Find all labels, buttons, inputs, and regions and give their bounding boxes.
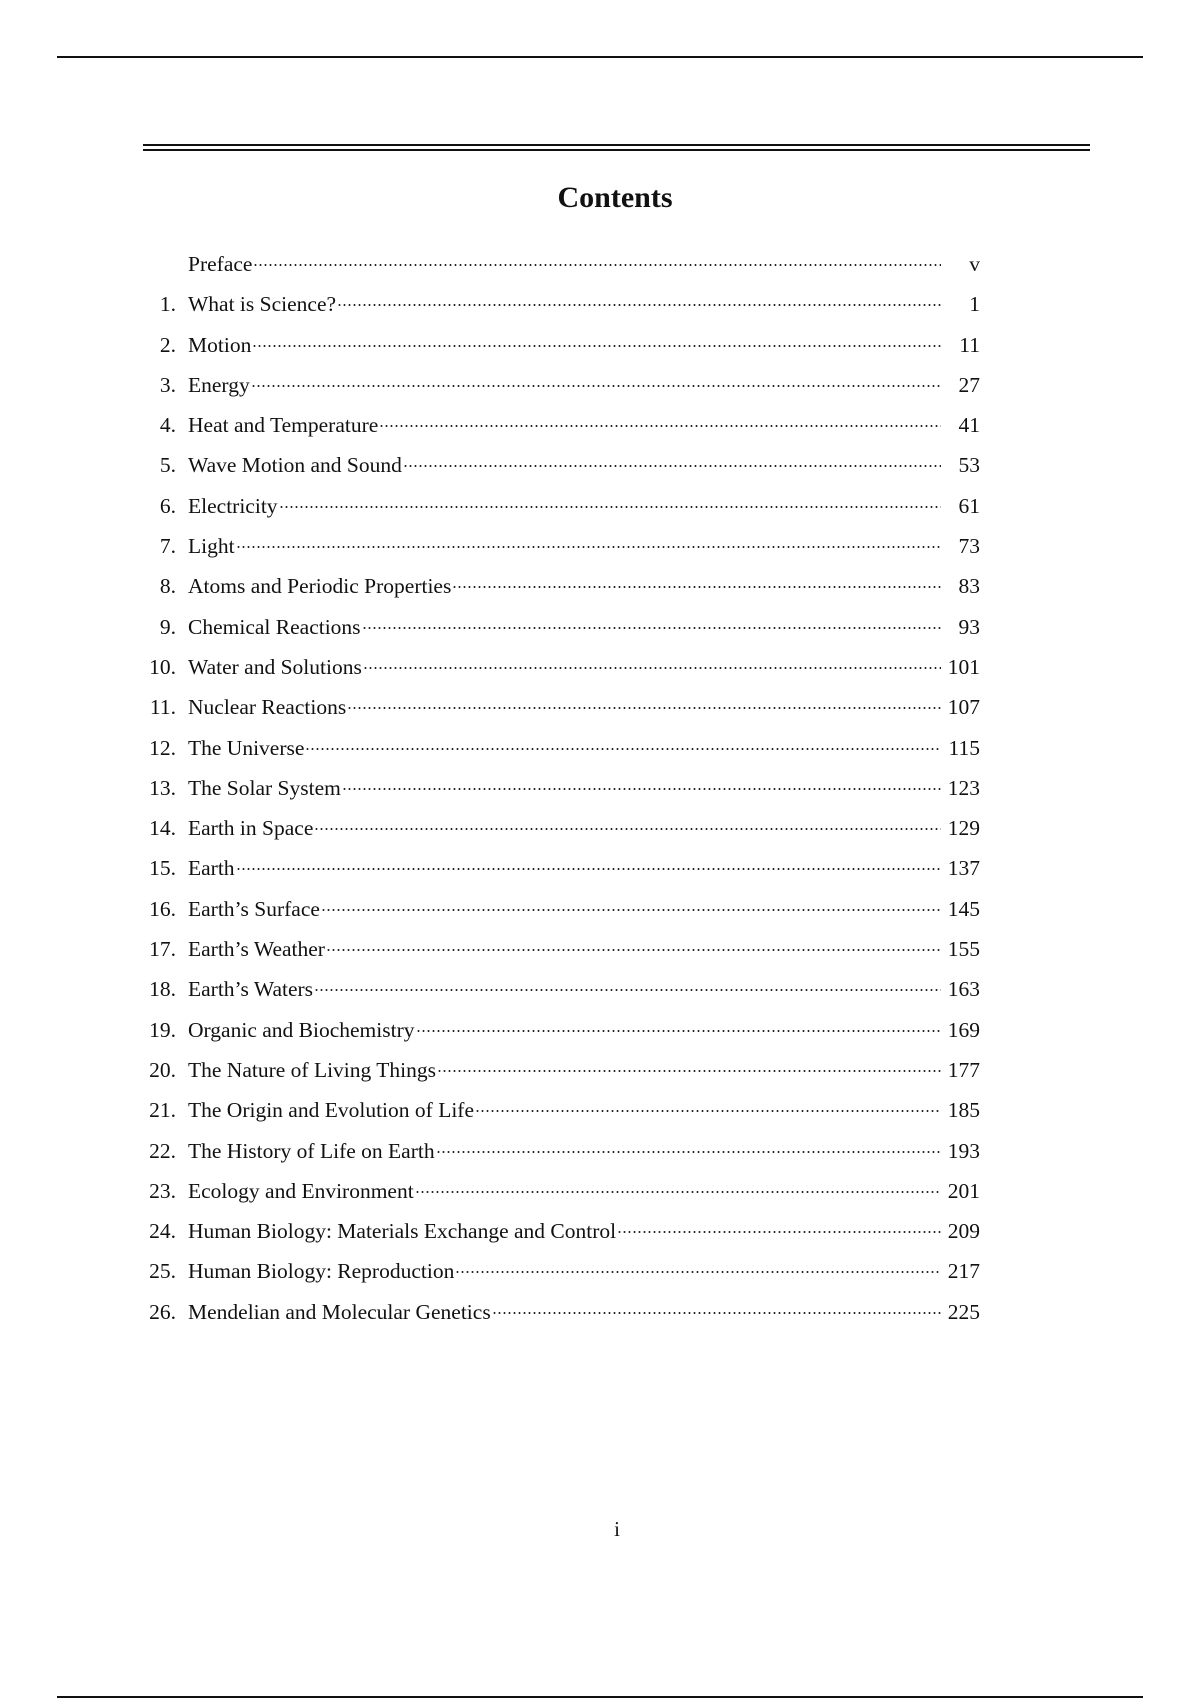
toc-dot-leader — [236, 545, 941, 549]
toc-entry[interactable] — [140, 1251, 980, 1291]
page-number: i — [614, 1517, 620, 1541]
toc-entry[interactable] — [140, 848, 980, 888]
toc-entry-page: 177 — [947, 1057, 980, 1082]
toc-entry-page: 73 — [958, 534, 980, 559]
toc-dot-leader — [252, 344, 941, 348]
toc-entry-number: 14. — [149, 816, 176, 841]
toc-dot-leader — [492, 1311, 941, 1315]
toc-entry-number: 22. — [149, 1138, 176, 1163]
toc-entry-title: Nuclear Reactions — [188, 695, 347, 720]
toc-entry-title: Earth’s Surface — [188, 896, 320, 921]
toc-entry-title: The Solar System — [188, 775, 341, 800]
toc-entry[interactable] — [140, 244, 980, 284]
toc-dot-leader — [314, 988, 941, 992]
toc-entry-number: 23. — [149, 1178, 176, 1203]
toc-entry-page: 83 — [958, 574, 980, 599]
toc-dot-leader — [436, 1150, 941, 1154]
toc-entry-page: 155 — [947, 937, 980, 962]
toc-entry[interactable] — [140, 1292, 980, 1332]
toc-entry-title: The Universe — [188, 735, 305, 760]
toc-entry[interactable] — [140, 1090, 980, 1130]
toc-entry[interactable] — [140, 405, 980, 445]
toc-entry[interactable] — [140, 1010, 980, 1050]
toc-entry-number: 11. — [149, 695, 176, 720]
toc-entry-page: 101 — [947, 654, 980, 679]
toc-entry-number: 25. — [149, 1259, 176, 1284]
toc-entry[interactable] — [140, 728, 980, 768]
toc-entry-title: Preface — [188, 252, 253, 276]
toc-entry-title: Earth — [188, 856, 235, 881]
toc-entry-page: 201 — [947, 1178, 980, 1203]
toc-entry-number: 18. — [149, 977, 176, 1002]
toc-entry[interactable] — [140, 486, 980, 526]
toc-entry-title: Chemical Reactions — [188, 614, 361, 639]
header-double-rule — [143, 144, 1090, 151]
toc-entry-title: The Nature of Living Things — [188, 1057, 436, 1082]
toc-entry-number: 19. — [149, 1017, 176, 1042]
toc-entry-page: 185 — [947, 1098, 980, 1123]
toc-entry[interactable] — [140, 365, 980, 405]
toc-entry-page: 137 — [947, 856, 980, 881]
toc-dot-leader — [321, 908, 941, 912]
top-border-rule — [57, 56, 1143, 58]
toc-entry-title: Earth’s Weather — [188, 937, 325, 962]
toc-entry-page: 193 — [947, 1138, 980, 1163]
toc-dot-leader — [236, 867, 941, 871]
toc-entry-page: 163 — [947, 977, 980, 1002]
toc-dot-leader — [617, 1230, 941, 1234]
toc-dot-leader — [253, 263, 941, 267]
toc-entry-title: Atoms and Periodic Properties — [188, 574, 452, 599]
toc-dot-leader — [452, 585, 941, 589]
toc-entry-page: 61 — [958, 493, 980, 518]
toc-dot-leader — [314, 827, 941, 831]
toc-entry[interactable] — [140, 929, 980, 969]
bottom-border-rule — [57, 1696, 1143, 1698]
toc-entry-number: 7. — [159, 534, 176, 559]
toc-entry-number: 20. — [149, 1057, 176, 1082]
toc-entry-number: 13. — [149, 775, 176, 800]
toc-dot-leader — [455, 1270, 941, 1274]
toc-entry-number: 4. — [159, 413, 176, 438]
toc-entry-title: The Origin and Evolution of Life — [188, 1098, 474, 1123]
toc-dot-leader — [362, 626, 941, 630]
toc-entry-page: 11 — [959, 332, 980, 357]
toc-entry-page: 27 — [958, 372, 980, 397]
toc-dot-leader — [337, 303, 941, 307]
toc-entry-number: 1. — [159, 292, 176, 317]
toc-entry-page: 123 — [947, 775, 980, 800]
toc-entry-page: 41 — [958, 413, 980, 438]
toc-entry-number: 10. — [149, 654, 176, 679]
toc-entry-number: 8. — [159, 574, 176, 599]
toc-entry[interactable] — [140, 687, 980, 727]
toc-entry-title: The History of Life on Earth — [188, 1138, 435, 1163]
toc-entry-number: 5. — [159, 453, 176, 478]
toc-entry-page: 115 — [948, 735, 980, 760]
toc-entry-page: 1 — [969, 292, 980, 317]
toc-entry-title: Mendelian and Molecular Genetics — [188, 1299, 491, 1324]
toc-entry[interactable] — [140, 1131, 980, 1171]
toc-entry-title: Organic and Biochemistry — [188, 1017, 415, 1042]
toc-dot-leader — [403, 464, 941, 468]
toc-entry-number: 12. — [149, 735, 176, 760]
toc-entry-number: 2. — [159, 332, 176, 357]
toc-entry-page: 217 — [947, 1259, 980, 1284]
toc-entry-page: 209 — [947, 1219, 980, 1244]
toc-entry-page: 169 — [947, 1017, 980, 1042]
toc-dot-leader — [279, 505, 941, 509]
toc-entry-title: Water and Solutions — [188, 654, 362, 679]
toc-entry[interactable] — [140, 284, 980, 324]
toc-dot-leader — [347, 706, 941, 710]
toc-entry-title: Light — [188, 534, 235, 559]
toc-dot-leader — [251, 384, 941, 388]
toc-entry-number: 6. — [159, 493, 176, 518]
toc-entry[interactable] — [140, 969, 980, 1009]
toc-entry[interactable] — [140, 566, 980, 606]
toc-entry-title: Ecology and Environment — [188, 1178, 414, 1203]
toc-entry[interactable] — [140, 325, 980, 365]
toc-entry-page: 129 — [947, 816, 980, 841]
toc-entry[interactable] — [140, 647, 980, 687]
toc-entry-title: Heat and Temperature — [188, 413, 379, 438]
toc-entry-title: Motion — [188, 332, 252, 357]
toc-entry-page: v — [969, 252, 980, 276]
toc-entry-number: 17. — [149, 937, 176, 962]
toc-entry[interactable] — [140, 808, 980, 848]
toc-entry-number: 9. — [159, 614, 176, 639]
toc-entry-title: Energy — [188, 372, 250, 397]
toc-dot-leader — [415, 1190, 941, 1194]
toc-dot-leader — [437, 1069, 941, 1073]
toc-entry-title: Electricity — [188, 493, 278, 518]
toc-dot-leader — [305, 747, 941, 751]
toc-entry[interactable] — [140, 1050, 980, 1090]
toc-entry[interactable] — [140, 607, 980, 647]
toc-dot-leader — [475, 1109, 941, 1113]
toc-entry-number: 21. — [149, 1098, 176, 1123]
toc-entry[interactable] — [140, 1211, 980, 1251]
toc-entry-title: What is Science? — [188, 292, 337, 317]
toc-entry-number: 24. — [149, 1219, 176, 1244]
toc-dot-leader — [363, 666, 941, 670]
toc-entry-number: 15. — [149, 856, 176, 881]
toc-entry-title: Human Biology: Materials Exchange and Control — [188, 1219, 617, 1244]
toc-entry-number: 26. — [149, 1299, 176, 1324]
toc-entry-title: Earth in Space — [188, 816, 314, 841]
toc-entry-title: Earth’s Waters — [188, 977, 314, 1002]
toc-dot-leader — [326, 948, 941, 952]
toc-entry-number: 3. — [159, 372, 176, 397]
toc-entry-page: 107 — [947, 695, 980, 720]
toc-entry-page: 53 — [958, 453, 980, 478]
page-title: Contents — [557, 181, 673, 214]
toc-entry-title: Wave Motion and Sound — [188, 453, 402, 478]
toc-entry-page: 145 — [947, 896, 980, 921]
toc-entry[interactable] — [140, 768, 980, 808]
toc-entry-page: 225 — [947, 1299, 980, 1324]
toc-entry-page: 93 — [958, 614, 980, 639]
toc-dot-leader — [342, 787, 941, 791]
toc-dot-leader — [379, 424, 941, 428]
toc-entry[interactable] — [140, 1171, 980, 1211]
toc-dot-leader — [416, 1029, 942, 1033]
toc-entry[interactable] — [140, 445, 980, 485]
toc-entry[interactable] — [140, 526, 980, 566]
toc-entry-title: Human Biology: Reproduction — [188, 1259, 455, 1284]
toc-entry-number: 16. — [149, 896, 176, 921]
table-of-contents — [140, 244, 980, 1332]
toc-entry[interactable] — [140, 889, 980, 929]
